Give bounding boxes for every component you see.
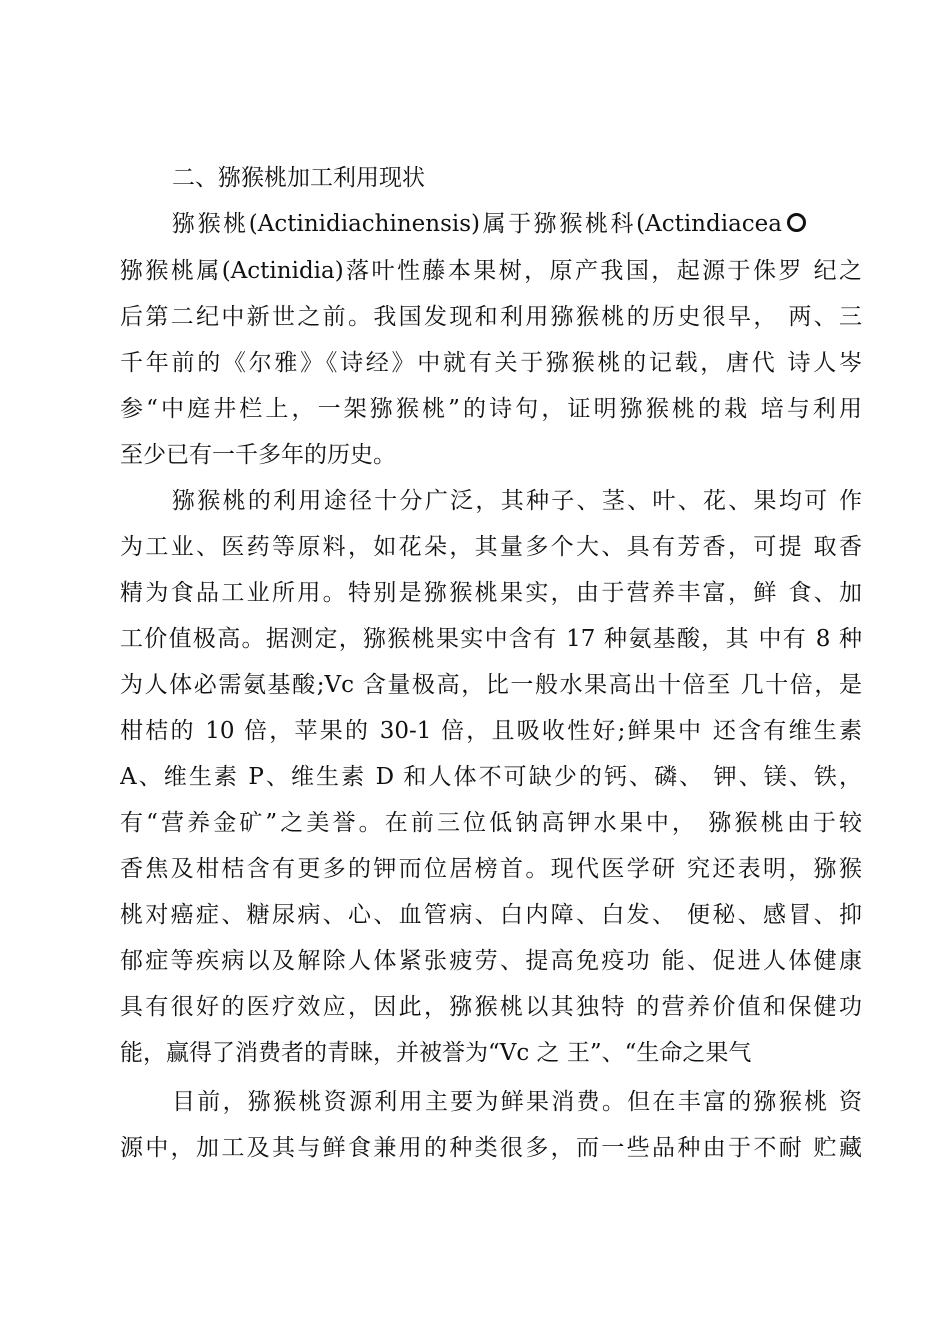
paragraph-2-line-13: 能，赢得了消费者的青睐，并被誉为“Vc 之 王”、“生命之果气	[120, 1040, 752, 1066]
paragraph-2-line-12: 具有很好的医疗效应，因此，猕猴桃以其独特 的营养价值和保健功	[120, 994, 862, 1020]
paragraph-2-line-4: 工价值极高。据测定，猕猴桃果实中含有 17 种氨基酸，其 中有 8 种	[120, 626, 862, 652]
paragraph-3-line-2: 源中，加工及其与鲜食兼用的种类很多，而一些品种由于不耐 贮藏	[120, 1135, 862, 1161]
paragraph-3-line-1: 目前，猕猴桃资源利用主要为鲜果消费。但在丰富的猕猴桃 资	[172, 1089, 862, 1115]
paragraph-1-line-3: 后第二纪中新世之前。我国发现和利用猕猴桃的历史很早， 两、三	[120, 304, 862, 330]
paragraph-2-line-7: A、维生素 P、维生素 D 和人体不可缺少的钙、磷、 钾、镁、铁，	[120, 764, 862, 790]
paragraph-1-line-1: 猕猴桃(Actinidiachinensis)属于猕猴桃科(Actindiacea	[172, 211, 782, 237]
paragraph-2-line-6: 柑桔的 10 倍，苹果的 30-1 倍，且吸收性好;鲜果中 还含有维生素	[120, 718, 862, 744]
paragraph-2-line-10: 桃对癌症、糖尿病、心、血管病、白内障、白发、 便秘、感冒、抑	[120, 902, 862, 928]
paragraph-2-line-8: 有“营养金矿”之美誉。在前三位低钠高钾水果中， 猕猴桃由于较	[120, 810, 862, 836]
paragraph-2-line-2: 为工业、医药等原料，如花朵，其量多个大、具有芳香，可提 取香	[120, 534, 862, 560]
paragraph-1-line-6: 至少已有一千多年的历史。	[120, 442, 396, 468]
paragraph-2-line-5: 为人体必需氨基酸;Vc 含量极高，比一般水果高出十倍至 几十倍，是	[120, 672, 862, 698]
paragraph-1-line-5: 参“中庭井栏上，一架猕猴桃”的诗句，证明猕猴桃的栽 培与利用	[120, 396, 862, 422]
section-heading: 二、猕猴桃加工利用现状	[172, 165, 425, 191]
paragraph-2-line-3: 精为食品工业所用。特别是猕猴桃果实，由于营养丰富，鲜 食、加	[120, 580, 862, 606]
paragraph-1-line-4: 千年前的《尔雅》《诗经》中就有关于猕猴桃的记载，唐代 诗人岑	[120, 350, 862, 376]
paragraph-2-line-1: 猕猴桃的利用途径十分广泛，其种子、茎、叶、花、果均可 作	[172, 488, 862, 514]
circle-icon	[787, 213, 806, 232]
paragraph-2-line-11: 郁症等疾病以及解除人体紧张疲劳、提高免疫功 能、促进人体健康	[120, 948, 862, 974]
paragraph-2-line-9: 香焦及柑桔含有更多的钾而位居榜首。现代医学研 究还表明，猕猴	[120, 856, 862, 882]
paragraph-1-line-2: 猕猴桃属(Actinidia)落叶性藤本果树，原产我国，起源于侏罗 纪之	[120, 258, 862, 284]
